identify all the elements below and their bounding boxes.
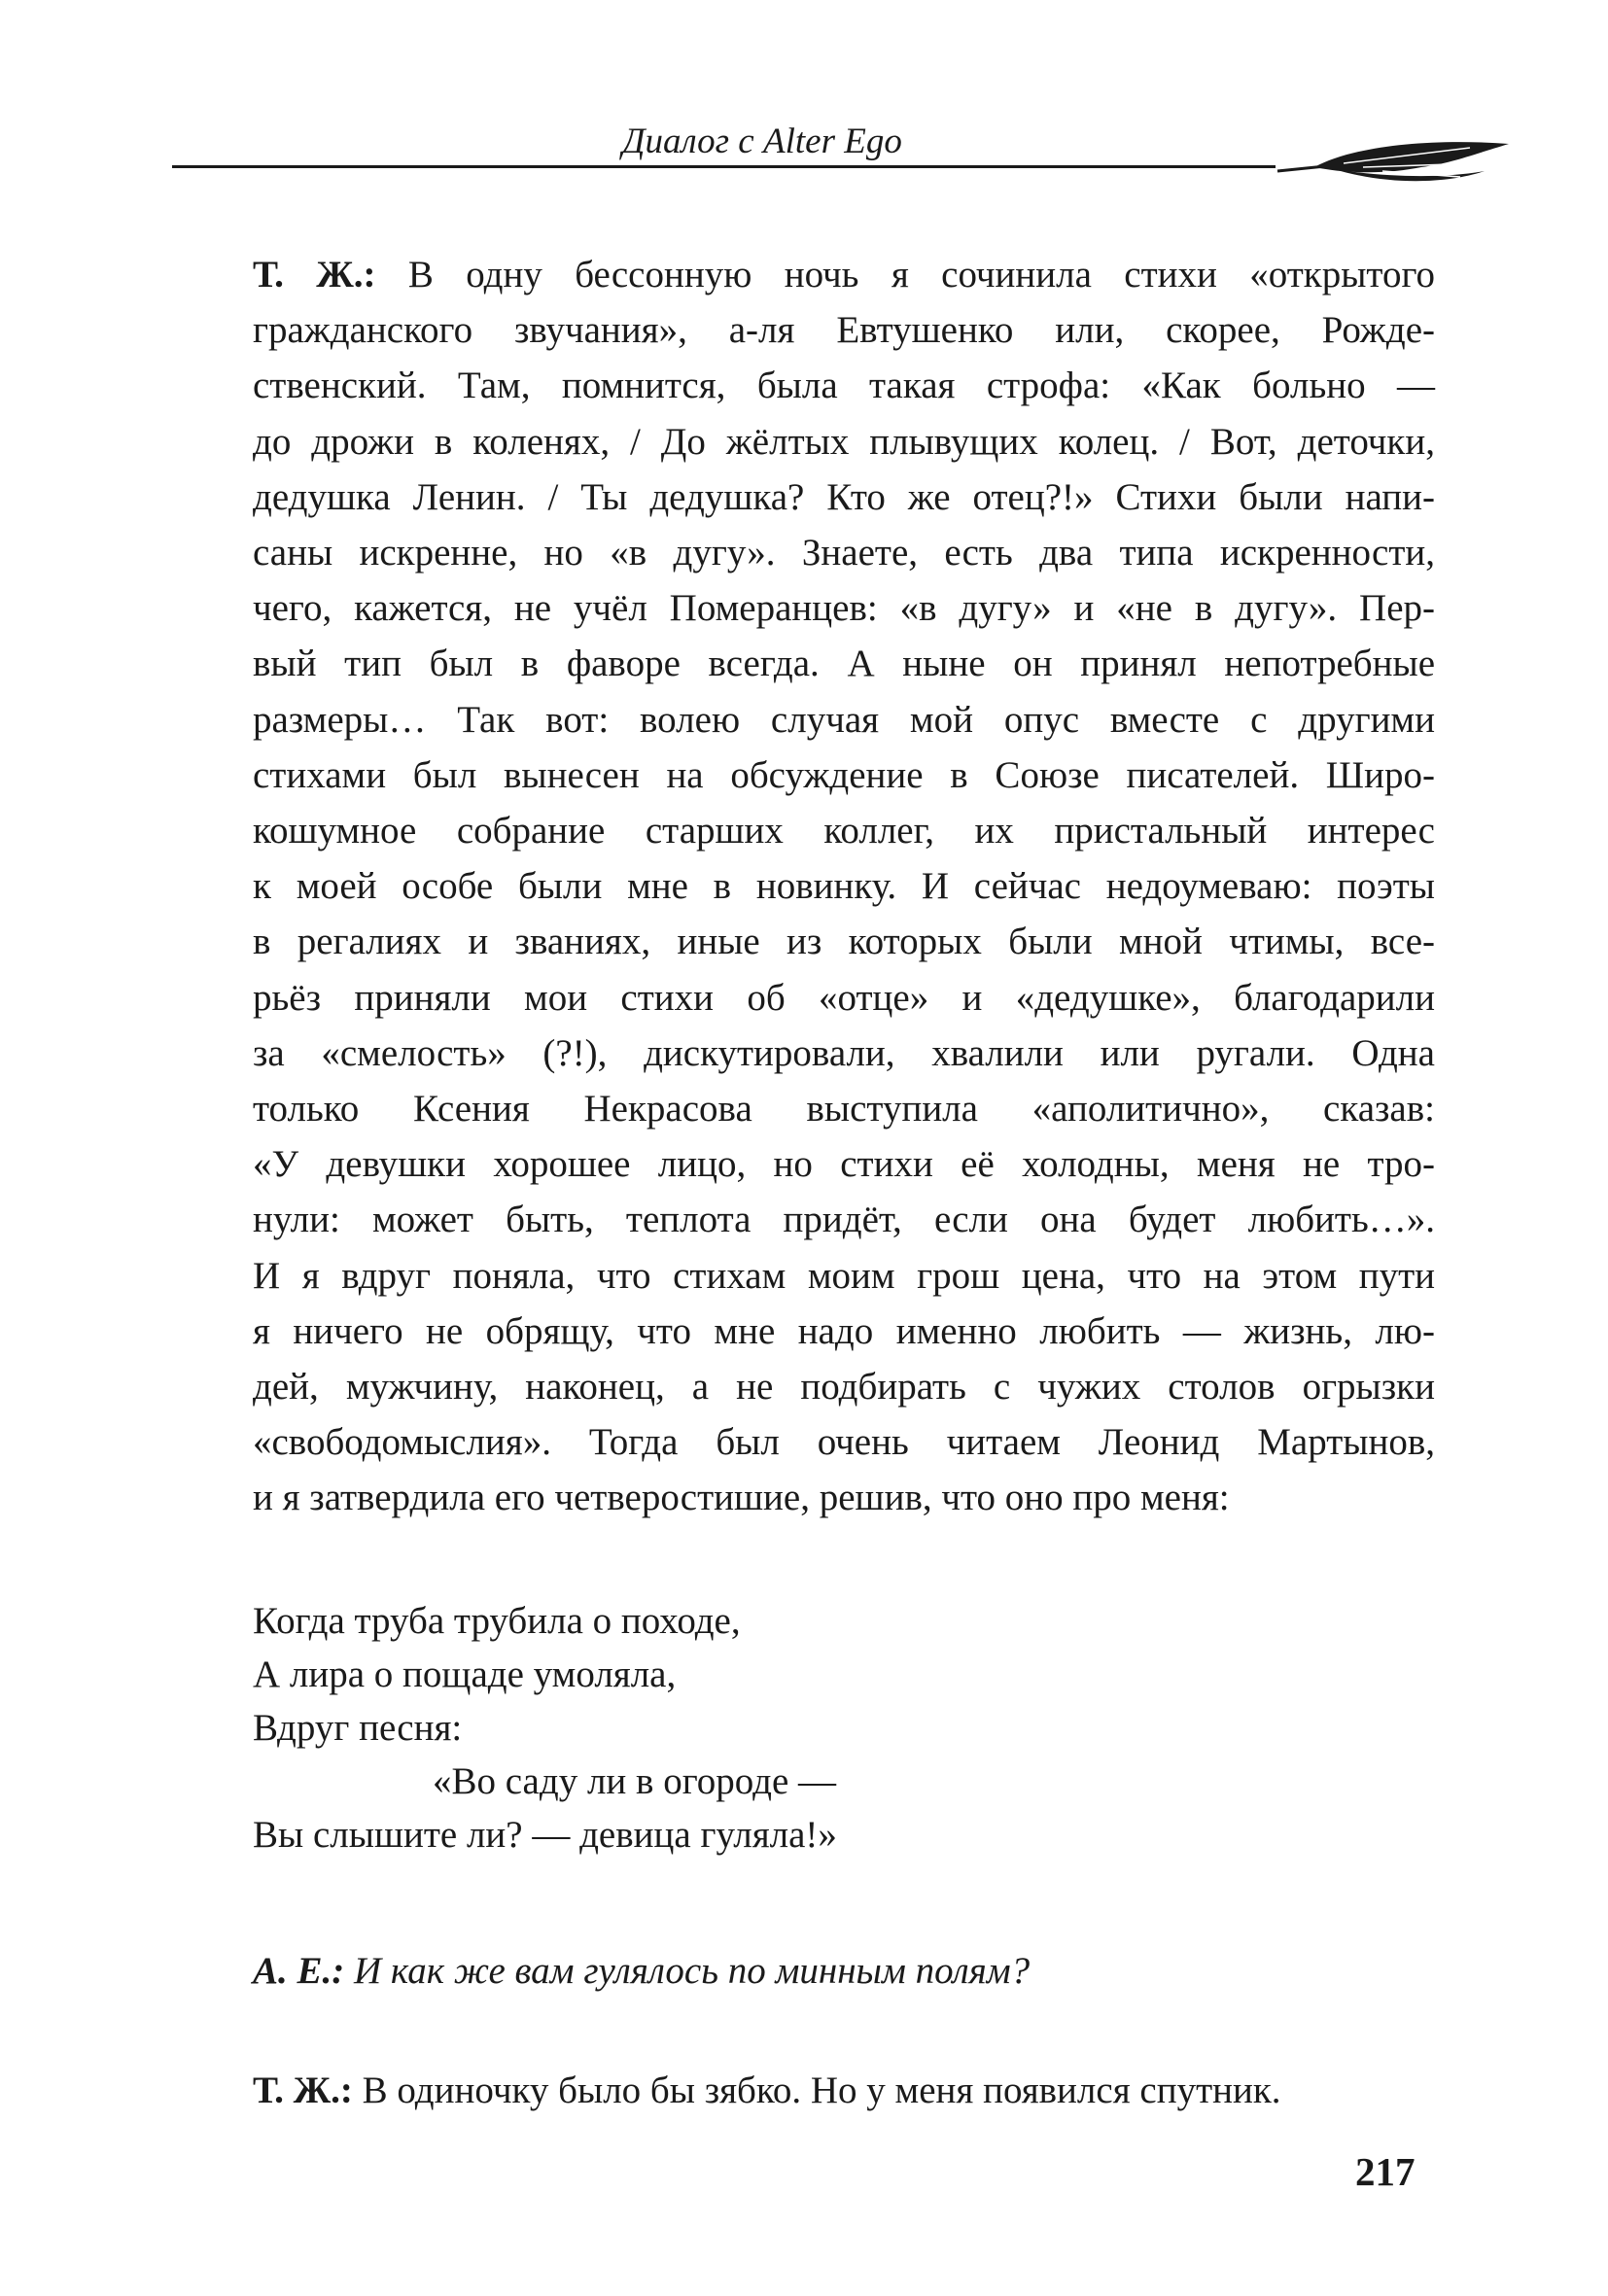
question-text: И как же вам гулялось по минным полям?	[344, 1950, 1031, 1992]
feather-quill-icon	[1276, 134, 1514, 192]
paragraph-line: И я вдруг поняла, что стихам моим грош цена, что на этом пути	[253, 1254, 1435, 1297]
paragraph-line: вый тип был в фаворе всегда. А ныне он принял непотребные	[253, 643, 1435, 685]
verse-line: Вы слышите ли? — девица гуляла!»	[253, 1814, 837, 1856]
verse-line: А лира о пощаде умоляла,	[253, 1653, 677, 1695]
verse-line: «Во саду ли в огороде —	[433, 1760, 837, 1802]
paragraph-line: за «смелость» (?!), дискутировали, хвалили или ругали. Одна	[253, 1031, 1435, 1074]
paragraph-line: к моей особе были мне в новинку. И сейчас недоумеваю: поэты	[253, 865, 1435, 908]
paragraph-line: только Ксения Некрасова выступила «аполитично», сказав:	[253, 1088, 1435, 1131]
speaker-label: А. Е.:	[253, 1950, 345, 1992]
paragraph-line: «У девушки хорошее лицо, но стихи её холодны, меня не тро-	[253, 1143, 1435, 1186]
paragraph-line	[253, 247, 1435, 302]
verse-line: Когда труба трубила о походе,	[253, 1600, 741, 1642]
paragraph-line: ственский. Там, помнится, была такая строфа: «Как больно —	[253, 365, 1435, 407]
paragraph-line: дедушка Ленин. / Ты дедушка? Кто же отец?!» Стихи были напи-	[253, 475, 1435, 518]
paragraph-line: саны искренне, но «в дугу». Знаете, есть два типа искренности,	[253, 532, 1435, 574]
question-line	[253, 1949, 1435, 1993]
paragraph-line: нули: может быть, теплота придёт, если она будет любить…».	[253, 1199, 1435, 1241]
page-number: 217	[1355, 2149, 1416, 2194]
paragraph-line: размеры… Так вот: волею случая мой опус вместе с другими	[253, 698, 1435, 741]
paragraph-line: в регалиях и званиях, иные из которых были мной чтимы, все-	[253, 921, 1435, 963]
paragraph-line: чего, кажется, не учёл Померанцев: «в дугу» и «не в дугу». Пер-	[253, 587, 1435, 630]
paragraph-line: до дрожи в коленях, / До жёлтых плывущих колец. / Вот, деточки,	[253, 420, 1435, 463]
answer-text: В одиночку было бы зябко. Но у меня появился спутник.	[352, 2070, 1281, 2111]
answer-line	[253, 2069, 1435, 2112]
main-paragraph	[253, 247, 1435, 1526]
header-rule	[172, 165, 1276, 168]
paragraph-line: «свободомыслия». Тогда был очень читаем Леонид Мартынов,	[253, 1421, 1435, 1464]
running-header-title: Диалог с Alter Ego	[622, 122, 902, 161]
verse-line: Вдруг песня:	[253, 1707, 463, 1749]
paragraph-line: рьёз приняли мои стихи об «отце» и «дедушке», благодарили	[253, 976, 1435, 1019]
paragraph-line: и я затвердила его четверостишие, решив, что оно про меня:	[253, 1477, 1230, 1519]
paragraph-line-text: В одну бессонную ночь я сочинила стихи «открытого	[375, 254, 1435, 296]
speaker-label: Т. Ж.:	[253, 254, 376, 296]
paragraph-line: дей, мужчину, наконец, а не подбирать с чужих столов огрызки	[253, 1366, 1435, 1409]
verse-quote	[253, 1594, 837, 1861]
paragraph-line: стихами был вынесен на обсуждение в Союзе писателей. Широ-	[253, 753, 1435, 796]
paragraph-line: кошумное собрание старших коллег, их пристальный интерес	[253, 810, 1435, 852]
paragraph-line: я ничего не обрящу, что мне надо именно любить — жизнь, лю-	[253, 1309, 1435, 1352]
paragraph-line: гражданского звучания», а-ля Евтушенко или, скорее, Рожде-	[253, 309, 1435, 352]
speaker-label: Т. Ж.:	[253, 2070, 353, 2111]
